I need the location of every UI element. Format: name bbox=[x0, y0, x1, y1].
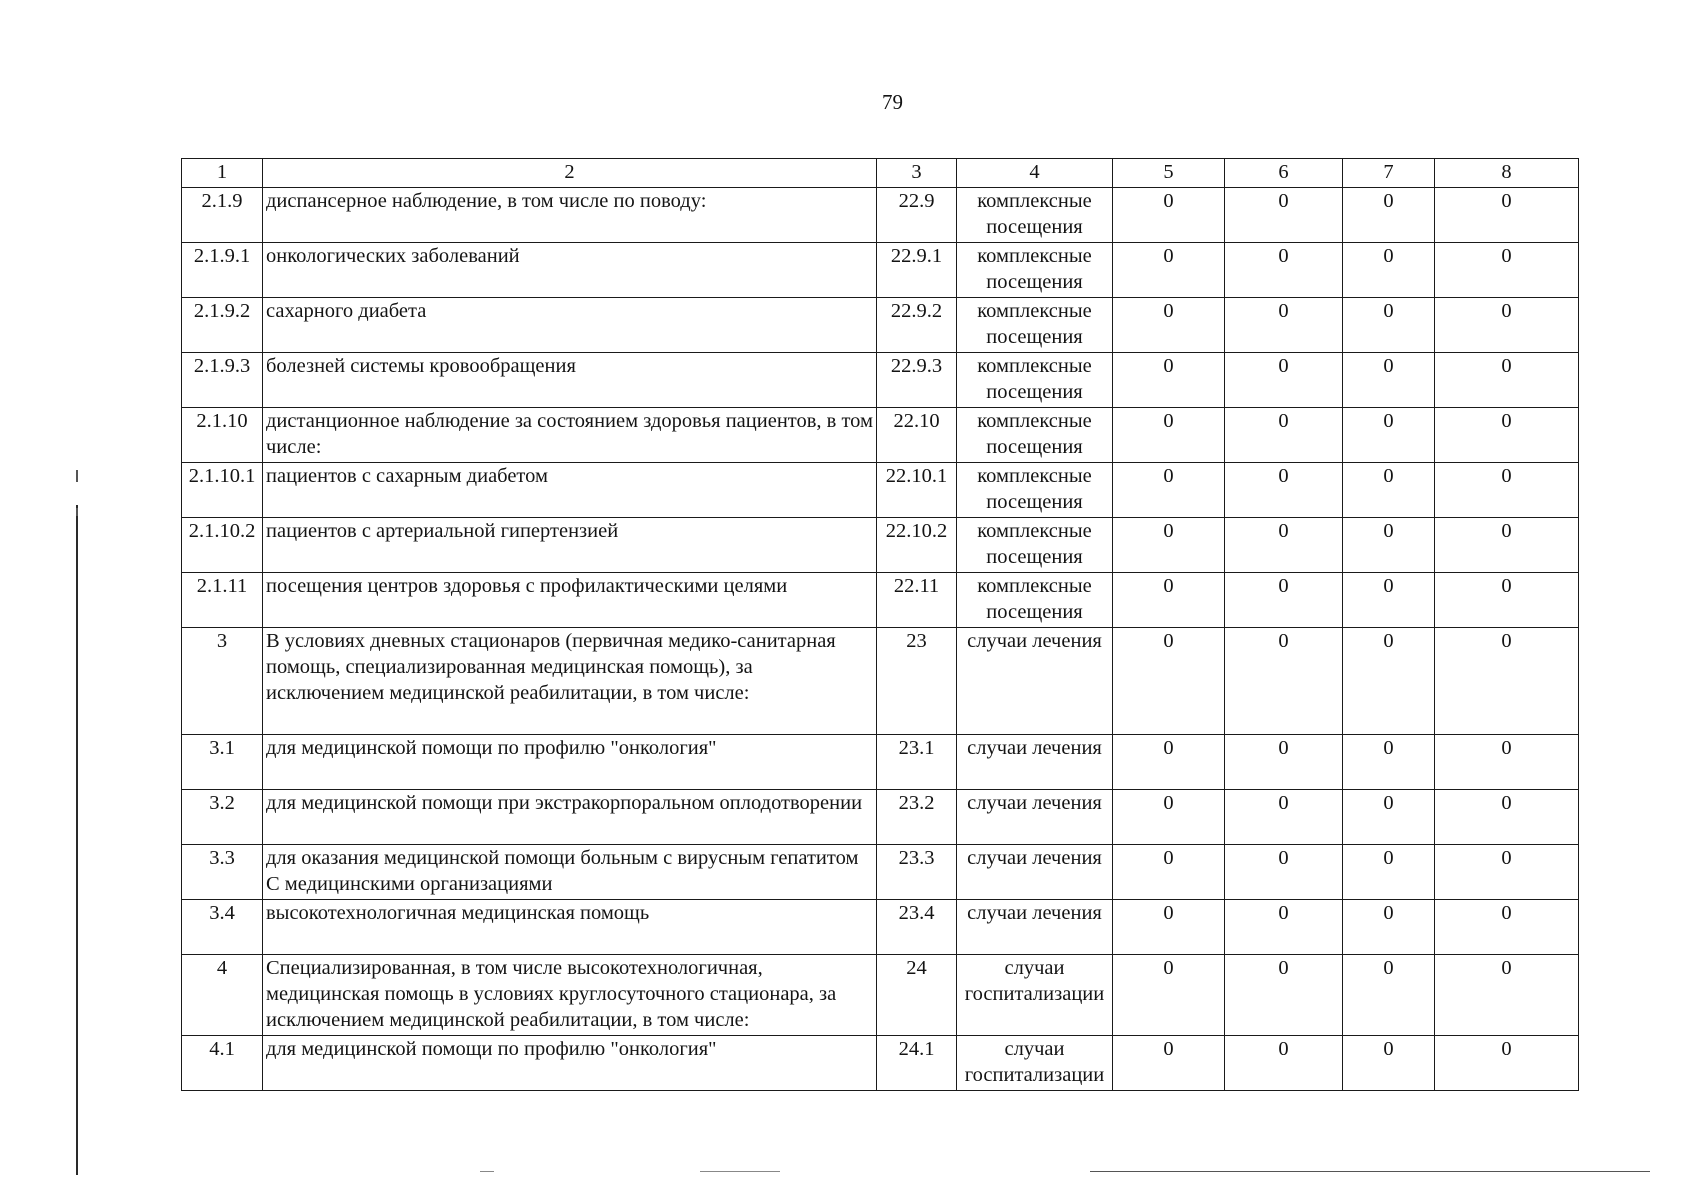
row-unit: комплексные посещения bbox=[957, 298, 1113, 353]
table-row bbox=[182, 900, 1579, 955]
table-row bbox=[182, 408, 1579, 463]
scan-margin-line bbox=[76, 505, 78, 1175]
row-name: диспансерное наблюдение, в том числе по поводу: bbox=[263, 188, 877, 243]
row-code: 23 bbox=[877, 628, 957, 735]
row-value-8: 0 bbox=[1435, 845, 1579, 900]
row-code: 24 bbox=[877, 955, 957, 1036]
row-unit: случаи лечения bbox=[957, 735, 1113, 790]
row-value-7: 0 bbox=[1343, 518, 1435, 573]
row-value-5: 0 bbox=[1113, 353, 1225, 408]
row-value-8: 0 bbox=[1435, 408, 1579, 463]
row-value-5: 0 bbox=[1113, 573, 1225, 628]
page-number: 79 bbox=[882, 90, 903, 114]
row-number: 2.1.10 bbox=[182, 408, 263, 463]
column-header: 5 bbox=[1113, 159, 1225, 188]
row-value-7: 0 bbox=[1343, 408, 1435, 463]
row-name: Специализированная, в том числе высокотехнологичная, медицинская помощь в условиях круглосуточного стационара, за исключением медицинской реабилитации, в том числе: bbox=[263, 955, 877, 1036]
row-value-6: 0 bbox=[1225, 955, 1343, 1036]
row-unit: комплексные посещения bbox=[957, 243, 1113, 298]
row-value-6: 0 bbox=[1225, 408, 1343, 463]
row-value-6: 0 bbox=[1225, 298, 1343, 353]
row-name: болезней системы кровообращения bbox=[263, 353, 877, 408]
row-value-8: 0 bbox=[1435, 735, 1579, 790]
row-unit: комплексные посещения bbox=[957, 353, 1113, 408]
row-value-8: 0 bbox=[1435, 628, 1579, 735]
header-row bbox=[182, 159, 1579, 188]
row-value-5: 0 bbox=[1113, 790, 1225, 845]
row-number: 2.1.9.2 bbox=[182, 298, 263, 353]
row-name: пациентов с артериальной гипертензией bbox=[263, 518, 877, 573]
column-header: 7 bbox=[1343, 159, 1435, 188]
row-value-7: 0 bbox=[1343, 188, 1435, 243]
row-code: 23.3 bbox=[877, 845, 957, 900]
table-row bbox=[182, 353, 1579, 408]
row-value-7: 0 bbox=[1343, 845, 1435, 900]
row-name: дистанционное наблюдение за состоянием здоровья пациентов, в том числе: bbox=[263, 408, 877, 463]
scan-bottom-line bbox=[1090, 1171, 1650, 1172]
column-header: 3 bbox=[877, 159, 957, 188]
row-code: 22.10.2 bbox=[877, 518, 957, 573]
table-row bbox=[182, 735, 1579, 790]
row-number: 3.4 bbox=[182, 900, 263, 955]
scan-bottom-dash bbox=[480, 1171, 494, 1172]
row-unit: комплексные посещения bbox=[957, 188, 1113, 243]
row-name: высокотехнологичная медицинская помощь bbox=[263, 900, 877, 955]
row-code: 22.9.2 bbox=[877, 298, 957, 353]
row-name: для медицинской помощи по профилю "онкология" bbox=[263, 735, 877, 790]
row-value-6: 0 bbox=[1225, 790, 1343, 845]
column-header: 8 bbox=[1435, 159, 1579, 188]
row-number: 2.1.10.1 bbox=[182, 463, 263, 518]
row-value-5: 0 bbox=[1113, 628, 1225, 735]
row-code: 22.9.1 bbox=[877, 243, 957, 298]
row-value-7: 0 bbox=[1343, 243, 1435, 298]
row-value-6: 0 bbox=[1225, 188, 1343, 243]
row-value-7: 0 bbox=[1343, 735, 1435, 790]
row-value-7: 0 bbox=[1343, 298, 1435, 353]
row-value-5: 0 bbox=[1113, 845, 1225, 900]
scan-bottom-dash bbox=[700, 1171, 780, 1172]
row-value-6: 0 bbox=[1225, 845, 1343, 900]
row-number: 2.1.9.1 bbox=[182, 243, 263, 298]
row-number: 3 bbox=[182, 628, 263, 735]
row-value-6: 0 bbox=[1225, 735, 1343, 790]
row-value-5: 0 bbox=[1113, 518, 1225, 573]
row-value-8: 0 bbox=[1435, 353, 1579, 408]
row-value-8: 0 bbox=[1435, 900, 1579, 955]
row-value-8: 0 bbox=[1435, 463, 1579, 518]
row-unit: комплексные посещения bbox=[957, 408, 1113, 463]
row-code: 23.1 bbox=[877, 735, 957, 790]
row-value-7: 0 bbox=[1343, 463, 1435, 518]
row-value-6: 0 bbox=[1225, 1036, 1343, 1091]
row-code: 22.9 bbox=[877, 188, 957, 243]
row-value-5: 0 bbox=[1113, 188, 1225, 243]
row-value-5: 0 bbox=[1113, 463, 1225, 518]
row-unit: случаи госпитализации bbox=[957, 1036, 1113, 1091]
row-name: для оказания медицинской помощи больным с вирусным гепатитом С медицинскими организациями bbox=[263, 845, 877, 900]
row-value-7: 0 bbox=[1343, 790, 1435, 845]
scan-margin-tick bbox=[76, 470, 78, 482]
row-value-6: 0 bbox=[1225, 573, 1343, 628]
row-value-5: 0 bbox=[1113, 955, 1225, 1036]
table-row bbox=[182, 573, 1579, 628]
column-header: 2 bbox=[263, 159, 877, 188]
row-code: 23.4 bbox=[877, 900, 957, 955]
row-value-8: 0 bbox=[1435, 790, 1579, 845]
row-unit: случаи лечения bbox=[957, 845, 1113, 900]
column-header: 1 bbox=[182, 159, 263, 188]
row-value-8: 0 bbox=[1435, 955, 1579, 1036]
row-value-7: 0 bbox=[1343, 955, 1435, 1036]
row-code: 22.9.3 bbox=[877, 353, 957, 408]
row-value-8: 0 bbox=[1435, 1036, 1579, 1091]
column-header: 4 bbox=[957, 159, 1113, 188]
row-name: для медицинской помощи по профилю "онкология" bbox=[263, 1036, 877, 1091]
row-value-5: 0 bbox=[1113, 735, 1225, 790]
row-number: 3.3 bbox=[182, 845, 263, 900]
row-value-8: 0 bbox=[1435, 573, 1579, 628]
row-number: 3.1 bbox=[182, 735, 263, 790]
row-code: 22.10 bbox=[877, 408, 957, 463]
row-number: 2.1.10.2 bbox=[182, 518, 263, 573]
row-value-7: 0 bbox=[1343, 353, 1435, 408]
row-value-5: 0 bbox=[1113, 1036, 1225, 1091]
data-table bbox=[181, 158, 1579, 1091]
row-value-7: 0 bbox=[1343, 900, 1435, 955]
table-row bbox=[182, 1036, 1579, 1091]
row-unit: комплексные посещения bbox=[957, 463, 1113, 518]
table-row bbox=[182, 628, 1579, 735]
table-row bbox=[182, 955, 1579, 1036]
row-unit: случаи лечения bbox=[957, 790, 1113, 845]
row-name: сахарного диабета bbox=[263, 298, 877, 353]
row-unit: случаи лечения bbox=[957, 628, 1113, 735]
row-value-6: 0 bbox=[1225, 353, 1343, 408]
row-value-8: 0 bbox=[1435, 188, 1579, 243]
row-code: 24.1 bbox=[877, 1036, 957, 1091]
table-row bbox=[182, 845, 1579, 900]
row-name: посещения центров здоровья с профилактическими целями bbox=[263, 573, 877, 628]
row-value-7: 0 bbox=[1343, 1036, 1435, 1091]
scan-margin-tick bbox=[76, 508, 78, 516]
table-row bbox=[182, 790, 1579, 845]
row-number: 2.1.9.3 bbox=[182, 353, 263, 408]
row-number: 3.2 bbox=[182, 790, 263, 845]
row-value-5: 0 bbox=[1113, 243, 1225, 298]
row-name: для медицинской помощи при экстракорпоральном оплодотворении bbox=[263, 790, 877, 845]
row-value-5: 0 bbox=[1113, 900, 1225, 955]
row-value-8: 0 bbox=[1435, 518, 1579, 573]
row-value-8: 0 bbox=[1435, 298, 1579, 353]
row-code: 22.10.1 bbox=[877, 463, 957, 518]
table-row bbox=[182, 298, 1579, 353]
row-value-5: 0 bbox=[1113, 408, 1225, 463]
row-code: 22.11 bbox=[877, 573, 957, 628]
row-value-7: 0 bbox=[1343, 573, 1435, 628]
row-value-6: 0 bbox=[1225, 628, 1343, 735]
row-value-6: 0 bbox=[1225, 243, 1343, 298]
row-unit: комплексные посещения bbox=[957, 518, 1113, 573]
row-value-5: 0 bbox=[1113, 298, 1225, 353]
row-number: 2.1.11 bbox=[182, 573, 263, 628]
table-row bbox=[182, 463, 1579, 518]
row-value-6: 0 bbox=[1225, 518, 1343, 573]
row-value-7: 0 bbox=[1343, 628, 1435, 735]
row-name: пациентов с сахарным диабетом bbox=[263, 463, 877, 518]
row-value-6: 0 bbox=[1225, 463, 1343, 518]
column-header: 6 bbox=[1225, 159, 1343, 188]
table-row bbox=[182, 243, 1579, 298]
row-number: 4 bbox=[182, 955, 263, 1036]
row-code: 23.2 bbox=[877, 790, 957, 845]
table-row bbox=[182, 518, 1579, 573]
row-number: 2.1.9 bbox=[182, 188, 263, 243]
row-value-6: 0 bbox=[1225, 900, 1343, 955]
table-row bbox=[182, 188, 1579, 243]
row-value-8: 0 bbox=[1435, 243, 1579, 298]
row-unit: случаи госпитализации bbox=[957, 955, 1113, 1036]
row-unit: комплексные посещения bbox=[957, 573, 1113, 628]
row-name: онкологических заболеваний bbox=[263, 243, 877, 298]
row-unit: случаи лечения bbox=[957, 900, 1113, 955]
row-number: 4.1 bbox=[182, 1036, 263, 1091]
row-name: В условиях дневных стационаров (первичная медико-санитарная помощь, специализированная медицинская помощь), за исключением медицинской реабилитации, в том числе: bbox=[263, 628, 877, 735]
